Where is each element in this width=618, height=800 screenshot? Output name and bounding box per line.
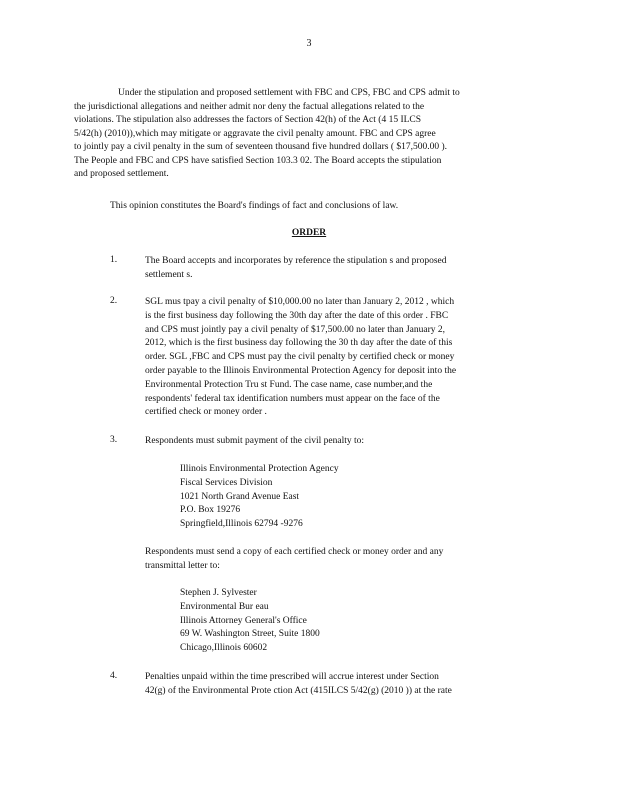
text-line: certified check or money order . — [145, 407, 267, 418]
text-line: to jointly pay a civil penalty in the sum of seventeen thousand five hundred dollars ( $17,500.00 ). — [74, 142, 448, 152]
text-line: transmittal letter to: — [145, 560, 220, 571]
address-line: Stephen J. Sylvester — [180, 588, 257, 598]
page-number: 3 — [306, 38, 312, 49]
order-item-text — [145, 671, 545, 699]
address-line: 1021 North Grand Avenue East — [180, 491, 300, 502]
address-line: P.O. Box 19276 — [180, 505, 241, 516]
text-line: Environmental Protection Tru st Fund. The case name, case number,and the — [145, 379, 433, 390]
address-line: 69 W. Washington Street, Suite 1800 — [180, 629, 320, 640]
address-line: Chicago,Illinois 60602 — [180, 643, 268, 654]
order-item-number: 1. — [110, 255, 118, 265]
text-line: is the first business day following the 30th day after the date of this order . FBC — [145, 310, 449, 321]
text-line: Respondents must send a copy of each certified check or money order and any — [145, 547, 444, 557]
conclusion-paragraph: This opinion constitutes the Board's findings of fact and conclusions of law. — [110, 201, 399, 211]
transmittal-address — [180, 587, 320, 656]
order-heading: ORDER — [291, 228, 327, 238]
text-line: respondents' federal tax identification numbers must appear on the face of the — [145, 393, 440, 404]
text-line: and CPS must jointly pay a civil penalty of $17,500.00 no later than January 2, — [145, 324, 445, 335]
text-line: violations. The stipulation also addresses the factors of Section 42(h) of the Act (4 15 ILCS — [74, 115, 422, 125]
order-item-number: 2. — [110, 296, 118, 306]
address-line: Illinois Environmental Protection Agency — [180, 464, 339, 474]
order-item-text — [145, 435, 545, 449]
text-line: 42(g) of the Environmental Prote ction Act (415ILCS 5/42(g) (2010 )) at the rate — [145, 685, 452, 696]
text-line: The Board accepts and incorporates by reference the stipulation s and proposed — [145, 256, 447, 266]
text-line: and proposed settlement. — [74, 169, 169, 179]
text-line: Penalties unpaid within the time prescribed will accrue interest under Section — [145, 672, 439, 682]
text-line: the jurisdictional allegations and neither admit nor deny the factual allegations related to the — [74, 101, 425, 112]
order-item-text — [145, 546, 545, 574]
address-line: Illinois Attorney General's Office — [180, 615, 307, 626]
text-line: Under the stipulation and proposed settlement with FBC and CPS, FBC and CPS admit to — [118, 88, 460, 98]
order-item-text — [145, 255, 545, 283]
text-line: 2012, which is the first business day following the 30 th day after the date of this — [145, 338, 453, 349]
text-line: SGL mus tpay a civil penalty of $10,000.00 no later than January 2, 2012 , which — [145, 297, 455, 307]
text-line: order. SGL ,FBC and CPS must pay the civil penalty by certified check or money — [145, 352, 455, 363]
order-item-number: 3. — [110, 435, 118, 445]
address-line: Springfield,Illinois 62794 -9276 — [180, 519, 303, 530]
intro-paragraph — [74, 87, 544, 182]
order-item-text — [145, 296, 545, 420]
text-line: settlement s. — [145, 269, 193, 280]
payment-address — [180, 463, 339, 532]
address-line: Environmental Bur eau — [180, 601, 269, 612]
text-line: The People and FBC and CPS have satisfied Section 103.3 02. The Board accepts the stipulation — [74, 155, 442, 166]
text-line: 5/42(h) (2010)),which may mitigate or aggravate the civil penalty amount. FBC and CPS agree — [74, 128, 436, 139]
text-line: Respondents must submit payment of the civil penalty to: — [145, 436, 365, 446]
order-item-number: 4. — [110, 671, 118, 681]
address-line: Fiscal Services Division — [180, 477, 273, 488]
text-line: order payable to the Illinois Environmental Protection Agency for deposit into the — [145, 365, 457, 376]
